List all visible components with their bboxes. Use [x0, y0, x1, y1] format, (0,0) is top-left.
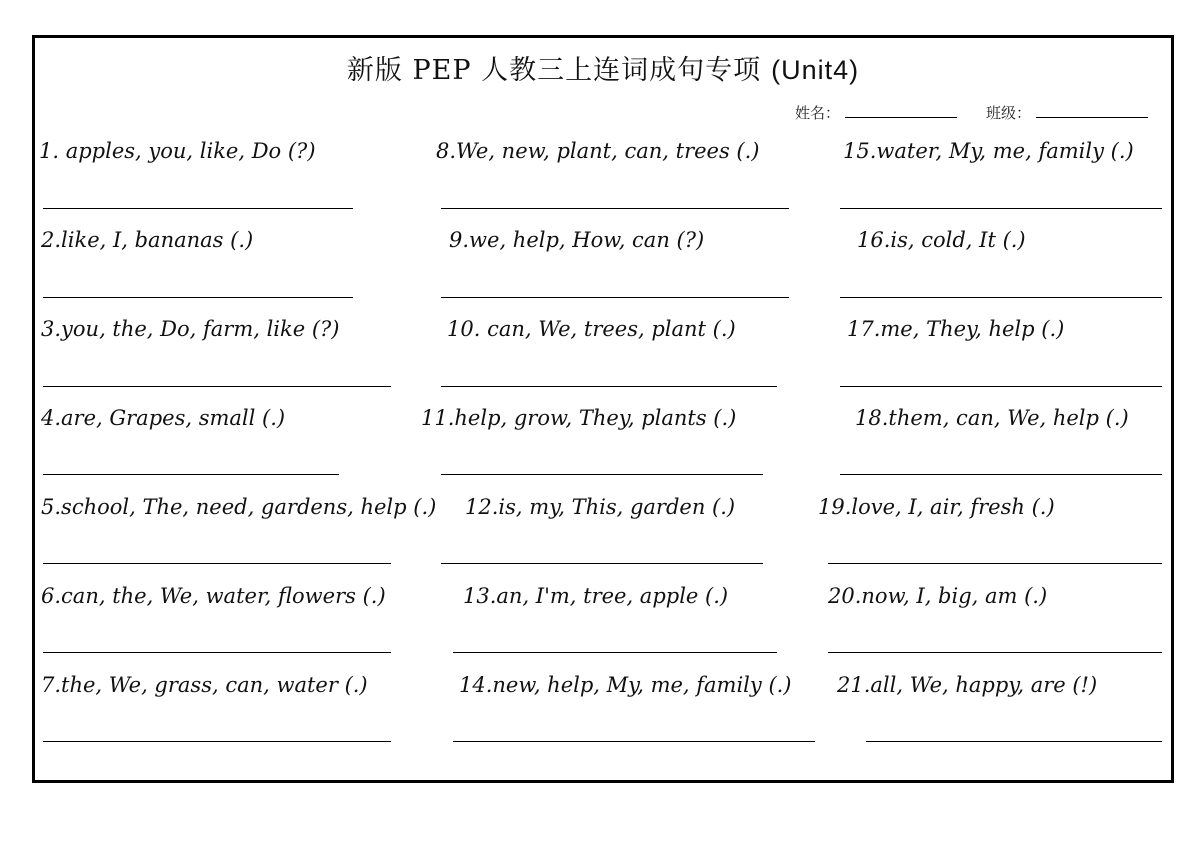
question-9: 9.we, help, How, can (?) — [449, 228, 705, 252]
question-15: 15.water, My, me, family (.) — [843, 139, 1134, 163]
title-main: 新版 PEP 人教三上连词成句专项 — [346, 55, 762, 86]
answer-line-19[interactable] — [828, 563, 1162, 564]
answer-line-1[interactable] — [43, 208, 353, 209]
question-8: 8.We, new, plant, can, trees (.) — [436, 139, 760, 163]
question-12: 12.is, my, This, garden (.) — [465, 495, 736, 519]
question-10: 10. can, We, trees, plant (.) — [447, 317, 736, 341]
answer-line-12[interactable] — [441, 563, 763, 564]
question-14: 14.new, help, My, me, family (.) — [459, 673, 792, 697]
answer-line-7[interactable] — [43, 741, 391, 742]
answer-line-10[interactable] — [441, 386, 777, 387]
class-field — [986, 102, 1148, 123]
answer-line-17[interactable] — [840, 386, 1162, 387]
question-17: 17.me, They, help (.) — [847, 317, 1065, 341]
answer-line-21[interactable] — [866, 741, 1162, 742]
answer-line-15[interactable] — [840, 208, 1162, 209]
question-4: 4.are, Grapes, small (.) — [41, 406, 286, 430]
question-19: 19.love, I, air, fresh (.) — [818, 495, 1055, 519]
question-7: 7.the, We, grass, can, water (.) — [41, 673, 368, 697]
question-16: 16.is, cold, It (.) — [857, 228, 1026, 252]
question-11: 11.help, grow, They, plants (.) — [421, 406, 737, 430]
answer-line-16[interactable] — [840, 297, 1162, 298]
question-18: 18.them, can, We, help (.) — [855, 406, 1129, 430]
question-1: 1. apples, you, like, Do (?) — [39, 139, 316, 163]
question-5: 5.school, The, need, gardens, help (.) — [41, 495, 437, 519]
answer-line-13[interactable] — [453, 652, 777, 653]
answer-line-4[interactable] — [43, 474, 339, 475]
answer-line-6[interactable] — [43, 652, 391, 653]
question-3: 3.you, the, Do, farm, like (?) — [41, 317, 340, 341]
class-blank[interactable] — [1036, 103, 1148, 118]
question-2: 2.like, I, bananas (.) — [41, 228, 254, 252]
answer-line-3[interactable] — [43, 386, 391, 387]
answer-line-5[interactable] — [43, 563, 391, 564]
worksheet — [32, 35, 1174, 783]
class-label: 班级： — [986, 104, 1032, 122]
answer-line-11[interactable] — [441, 474, 763, 475]
name-field — [795, 102, 957, 123]
answer-line-14[interactable] — [453, 741, 815, 742]
title-unit: (Unit4) — [771, 55, 860, 85]
question-13: 13.an, I'm, tree, apple (.) — [463, 584, 729, 608]
worksheet-title — [35, 48, 1171, 87]
question-6: 6.can, the, We, water, flowers (.) — [41, 584, 386, 608]
question-20: 20.now, I, big, am (.) — [828, 584, 1048, 608]
answer-line-20[interactable] — [828, 652, 1162, 653]
name-blank[interactable] — [845, 103, 957, 118]
answer-line-9[interactable] — [441, 297, 789, 298]
name-label: 姓名： — [795, 104, 841, 122]
answer-line-8[interactable] — [441, 208, 789, 209]
answer-line-2[interactable] — [43, 297, 353, 298]
answer-line-18[interactable] — [840, 474, 1162, 475]
question-21: 21.all, We, happy, are (!) — [837, 673, 1098, 697]
